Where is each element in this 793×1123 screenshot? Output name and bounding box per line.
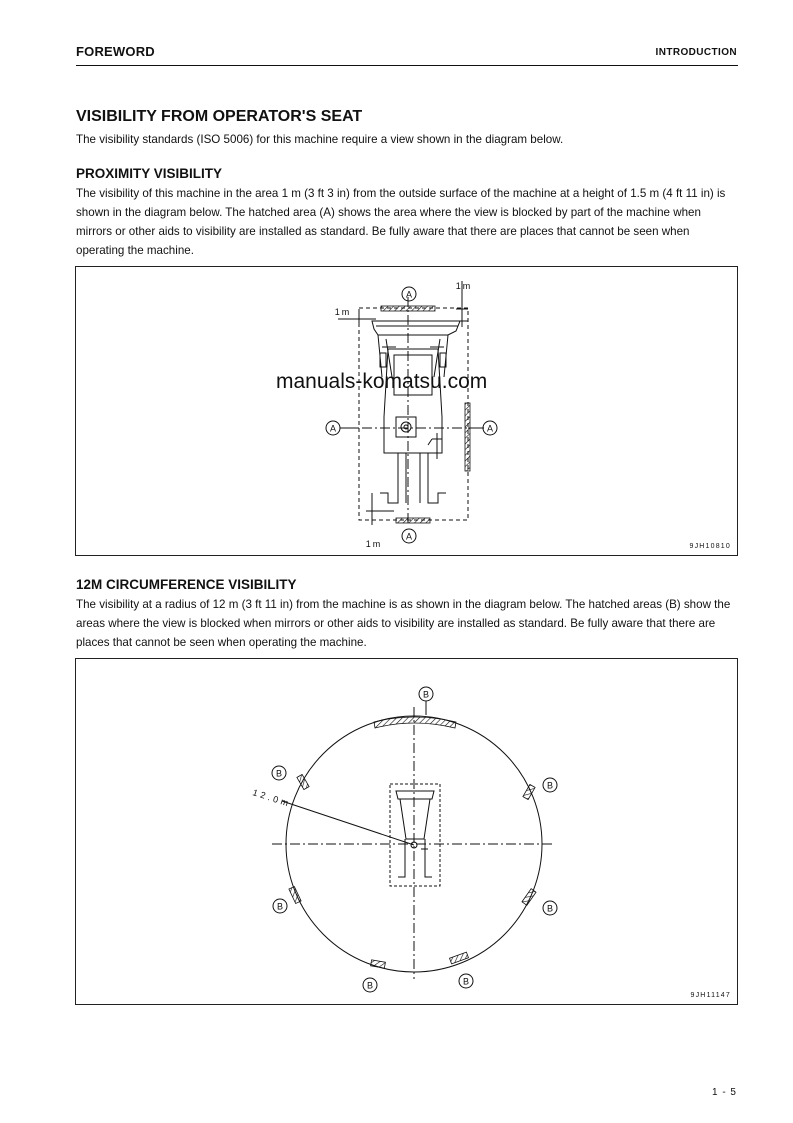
circumference-paragraph: The visibility at a radius of 12 m (3 ft 11 in) from the machine is as shown in the diagram below. The hatched areas (B) show the areas where the view is blocked when mirrors or other aids to visibility are installed as standard. Be fully aware that there are places that cannot be seen when operating the machine.: [76, 598, 731, 649]
proximity-paragraph: The visibility of this machine in the area 1 m (3 ft 3 in) from the outside surface of the machine at a height of 1.5 m (4 ft 11 in) is shown in the diagram below. The hatched area (A) shows the area where the view is blocked by part of the machine when mirrors or other aids to visibility are installed as standard. Be fully aware that there are places that cannot be seen when operating the machine.: [76, 187, 726, 257]
callout-a-left-label: A: [329, 423, 337, 434]
proximity-diagram: [75, 266, 738, 556]
figure-code: 9JH10810: [689, 543, 731, 550]
radius-label: 12.0m: [251, 787, 293, 810]
page-title: VISIBILITY FROM OPERATOR'S SEAT: [76, 108, 363, 125]
page-number: 1 - 5: [711, 1087, 737, 1098]
header-chapter: INTRODUCTION: [655, 47, 737, 58]
callout-a-right-label: A: [486, 423, 494, 434]
callout-b-lower-right-label: B: [546, 903, 554, 914]
radius-line: [282, 801, 414, 845]
callout-b-upper-left-label: B: [275, 768, 283, 779]
callout-a-bottom-label: A: [405, 531, 413, 542]
dim-label-left: 1m: [334, 307, 352, 317]
callout-b-bottom-left-label: B: [366, 980, 374, 991]
blocked-area-lower-right: [522, 889, 536, 906]
dim-label-bottom: 1m: [365, 539, 383, 549]
proximity-heading: PROXIMITY VISIBILITY: [76, 166, 223, 181]
callout-b-lower-left-label: B: [276, 901, 284, 912]
intro-paragraph: The visibility standards (ISO 5006) for this machine require a view shown in the diagram below.: [76, 133, 564, 146]
blocked-area-rear-left: [371, 960, 386, 968]
dim-label-top: 1m: [455, 281, 473, 291]
callout-b-top-label: B: [422, 689, 430, 700]
callout-b-upper-right-label: B: [546, 780, 554, 791]
blocked-area-right: [465, 403, 470, 471]
proximity-diagram-drawing: [76, 267, 737, 555]
header-rule: [76, 65, 738, 66]
header-section: FOREWORD: [76, 44, 155, 59]
callout-a-top-label: A: [405, 289, 413, 300]
radius-12m-circle: [286, 716, 542, 972]
callout-b-bottom-right-label: B: [462, 976, 470, 987]
figure-code: 9JH11147: [690, 992, 731, 999]
blocked-area-lower-left: [289, 886, 301, 903]
blocked-area-rear: [396, 518, 430, 523]
circumference-heading: 12M CIRCUMFERENCE VISIBILITY: [76, 577, 297, 592]
watermark: manuals-komatsu.com: [276, 370, 488, 393]
circumference-diagram-drawing: [76, 659, 737, 1004]
blocked-area-front: [381, 306, 435, 311]
blocked-area-rear-right: [450, 952, 469, 964]
proximity-1m-boundary: [359, 308, 468, 520]
circumference-diagram: [75, 658, 738, 1005]
blade-outline: [372, 321, 460, 335]
